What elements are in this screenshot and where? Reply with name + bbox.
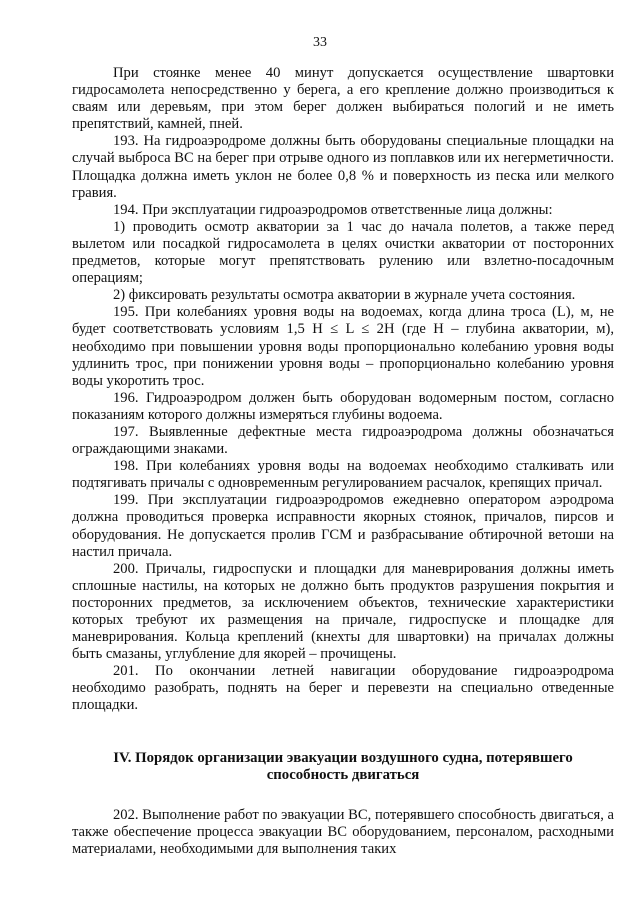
section-heading-line-2: способность двигаться [266, 767, 420, 784]
paragraph-202: 202. Выполнение работ по эвакуации ВС, потерявшего способность двигаться, а также обеспечение процесса эвакуации ВС оборудованием, персоналом, расходными материалами, необходимыми для выполнения таких [72, 806, 614, 857]
section-heading [72, 750, 614, 785]
paragraph-198: 198. При колебаниях уровня воды на водоемах необходимо сталкивать или подтягивать причалы с одновременным регулированием расчалок, крепящих причал. [72, 458, 614, 492]
paragraph-intro: При стоянке менее 40 минут допускается осуществление швартовки гидросамолета непосредственно у берега, а его крепление должно производиться к сваям или деревьям, при этом берег должен выбираться пологий и не иметь препятствий, камней, пней. [72, 65, 614, 133]
paragraph-194-item-1: 1) проводить осмотр акватории за 1 час до начала полетов, а также перед вылетом или посадкой гидросамолета в целях очистки акватории от посторонних предметов, которые могут препятствовать рулению или взлетно-посадочным операциям; [72, 218, 614, 287]
document-body [72, 65, 614, 858]
paragraph-194-item-2: 2) фиксировать результаты осмотра акватории в журнале учета состояния. [113, 287, 576, 304]
paragraph-200: 200. Причалы, гидроспуски и площадки для маневрирования должны иметь сплошные настилы, на которых не должно быть продуктов разрушения покрытия и посторонних предметов, за исключением объектов, технические характеристики которых требуют их размещения на причале, гидроспуске и площадке для маневрирования. Кольца креплений (кнехты для швартовки) на причалах должны быть смазаны, углубление для якорей – прочищены. [72, 560, 614, 663]
paragraph-194: 194. При эксплуатации гидроаэродромов ответственные лица должны: [113, 201, 553, 218]
section-heading-line-1: IV. Порядок организации эвакуации воздушного судна, потерявшего [113, 749, 573, 766]
paragraph-193: 193. На гидроаэродроме должны быть оборудованы специальные площадки на случай выброса ВС на берег при отрыве одного из поплавков или их негерметичности. Площадка должна иметь уклон не более 0,8 % и поверхность из песка или мелкого гравия. [72, 133, 614, 201]
page-number: 33 [313, 35, 327, 50]
paragraph-195: 195. При колебаниях уровня воды на водоемах, когда длина троса (L), м, не будет соответствовать условиям 1,5 Н ≤ L ≤ 2Н (где Н – глубина акватории, м), необходимо при повышении уровня воды пропорционально колебанию уровня воды удлинить трос, при понижении уровня воды – пропорционально колебанию уровня воды укоротить трос. [72, 304, 614, 389]
paragraph-197: 197. Выявленные дефектные места гидроаэродрома должны обозначаться ограждающими знаками. [72, 423, 614, 458]
paragraph-196: 196. Гидроаэродром должен быть оборудован водомерным постом, согласно показаниям которого должны измеряться глубины водоема. [72, 389, 614, 423]
paragraph-199: 199. При эксплуатации гидроаэродромов ежедневно оператором аэродрома должна проводиться проверка исправности якорных стоянок, причалов, пирсов и оборудования. Не допускается пролив ГСМ и разбрасывание обтирочной ветоши на настил причала. [72, 492, 614, 560]
paragraph-201: 201. По окончании летней навигации оборудование гидроаэродрома необходимо разобрать, поднять на берег и перевезти на специально отведенные площадки. [72, 663, 614, 714]
